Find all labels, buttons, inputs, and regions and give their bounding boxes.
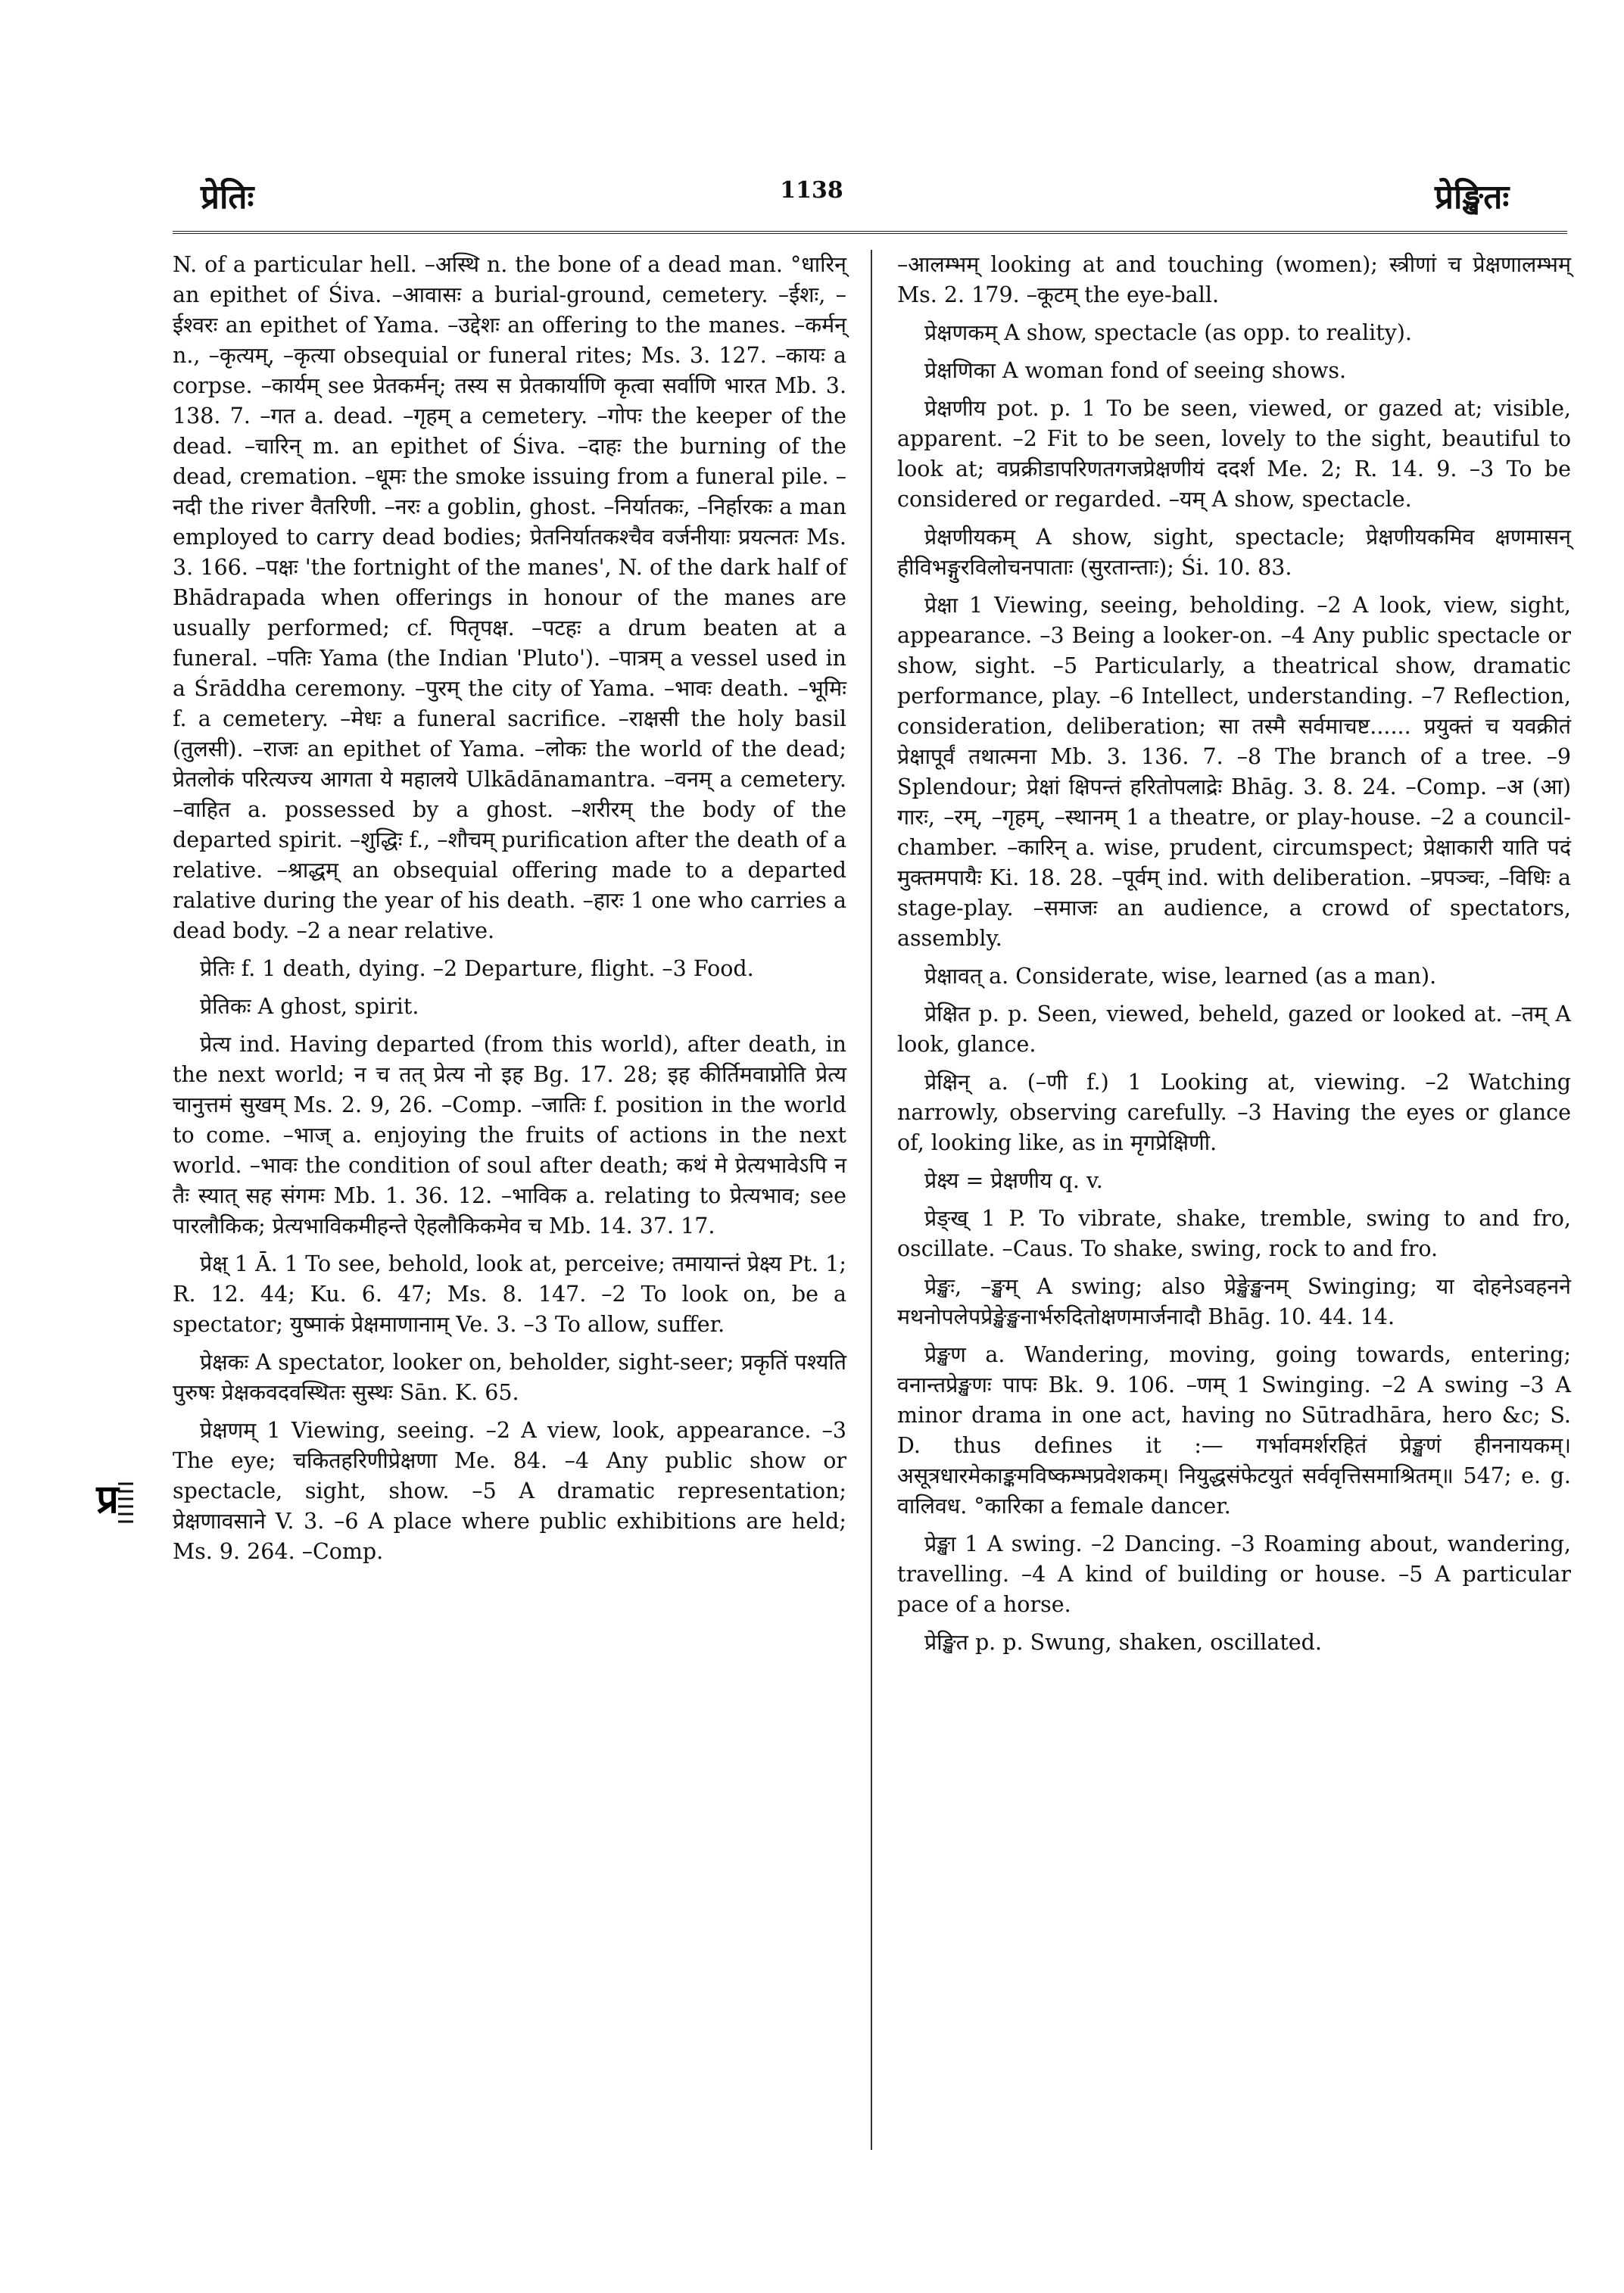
- dictionary-entry: प्रेक्षकः A spectator, looker on, beholder, sight-seer; प्रकृतिं पश्यति पुरुषः प्रेक्षकवदवस्थितः सुस्थः Sān. K. 65.: [173, 1350, 846, 1405]
- dictionary-entry: प्रेक्षणीयकम् A show, sight, spectacle; प्रेक्षणीयकमिव क्षणमासन् हीविभङ्गुरविलोचनपाताः (सुरतान्ताः); Śi. 10. 83.: [897, 525, 1571, 580]
- dictionary-entry: प्रेङ्ख् 1 P. To vibrate, shake, tremble, swing to and fro, oscillate. –Caus. To shake, swing, rock to and fro.: [897, 1206, 1571, 1261]
- dictionary-entry: –आलम्भम् looking at and touching (women); स्त्रीणां च प्रेक्षणालम्भम् Ms. 2. 179. –कूटम् the eye-ball.: [897, 252, 1571, 307]
- dictionary-entry: प्रेक्षणीय pot. p. 1 To be seen, viewed, or gazed at; visible, apparent. –2 Fit to be seen, lovely to the sight, beautiful to look at; वप्रक्रीडापरिणतगजप्रेक्षणीयं ददर्श Me. 2; R. 14. 9. –3 To be considered or regarded. –यम् A show, spectacle.: [897, 396, 1571, 512]
- dictionary-entry: प्रेक्षणम् 1 Viewing, seeing. –2 A view, look, appearance. –3 The eye; चकितहरिणीप्रेक्षणा Me. 84. –4 Any public show or spectacle, sight, show. –5 A dramatic representation; प्रेक्षणावसाने V. 3. –6 A place where public exhibitions are held; Ms. 9. 264. –Comp.: [173, 1418, 846, 1564]
- dictionary-entry: प्रेक्षणिका A woman fond of seeing shows.: [924, 358, 1347, 383]
- left-column: [173, 250, 846, 1575]
- page-number: 1138: [780, 177, 843, 204]
- dictionary-entry: प्रेङ्खः, –ङ्खम् A swing; also प्रेङ्खेङ्खनम् Swinging; या दोहनेऽवहनने मथनोपलेपप्रेङ्खेङ्खनार्भरुदितोक्षणमार्जनादौ Bhāg. 10. 44. 14.: [897, 1274, 1571, 1329]
- dictionary-entry: प्रेतिकः A ghost, spirit.: [200, 994, 419, 1019]
- dictionary-entry: N. of a particular hell. –अस्थि n. the bone of a dead man. °धारिन् an epithet of Śiva. –आवासः a burial-ground, cemetery. –ईशः, –ईश्वरः an epithet of Yama. –उद्देशः an offering to the manes. –कर्मन् n., –कृत्यम्, –कृत्या obsequial or funeral rites; Ms. 3. 127. –कायः a corpse. –कार्यम् see प्रेतकर्मन्; तस्य स प्रेतकार्याणि कृत्वा सर्वाणि भारत Mb. 3. 138. 7. –गत a. dead. –गृहम् a cemetery. –गोपः the keeper of the dead. –चारिन् m. an epithet of Śiva. –दाहः the burning of the dead, cremation. –धूमः the smoke issuing from a funeral pile. –नदी the river वैतरिणी. –नरः a goblin, ghost. –निर्यातकः, –निर्हारकः a man employed to carry dead bodies; प्रेतनिर्यातकश्चैव वर्जनीयाः प्रयत्नतः Ms. 3. 166. –पक्षः 'the fortnight of the manes', N. of the dark half of Bhādrapada when offerings in honour of the manes are usually performed; cf. पितृपक्ष. –पटहः a drum beaten at a funeral. –पतिः Yama (the Indian 'Pluto'). –पात्रम् a vessel used in a Śrāddha ceremony. –पुरम् the city of Yama. –भावः death. –भूमिः f. a cemetery. –मेधः a funeral sacrifice. –राक्षसी the holy basil (तुलसी). –राजः an epithet of Yama. –लोकः the world of the dead; प्रेतलोकं परित्यज्य आगता ये महालये Ulkādānamantra. –वनम् a cemetery. –वाहित a. possessed by a ghost. –शरीरम् the body of the departed spirit. –शुद्धिः f., –शौचम् purification after the death of a relative. –श्राद्धम् an obsequial offering made to a departed ralative during the year of his death. –हारः 1 one who carries a dead body. –2 a near relative.: [173, 252, 846, 943]
- dictionary-entry: प्रेक्षिन् a. (–णी f.) 1 Looking at, viewing. –2 Watching narrowly, observing carefully. –3 Having the eyes or glance of, looking like, as in मृगप्रेक्षिणी.: [897, 1070, 1571, 1155]
- dictionary-entry: प्रेङ्खण a. Wandering, moving, going towards, entering; वनान्तप्रेङ्खणः पापः Bk. 9. 106. –णम् 1 Swinging. –2 A swing –3 A minor drama in one act, having no Sūtradhāra, hero &c; S. D. thus defines it :— गर्भावमर्शरहितं प्रेङ्खणं हीननायकम्। असूत्रधारमेकाङ्कमविष्कम्भप्रवेशकम्। नियुद्धसंफेटयुतं सर्ववृत्तिसमाश्रितम्॥ 547; e. g. वालिवध. °कारिका a female dancer.: [897, 1342, 1571, 1519]
- dictionary-entry: प्रेङ्खित p. p. Swung, shaken, oscillated.: [924, 1630, 1322, 1655]
- dictionary-entry: प्रेत्य ind. Having departed (from this world), after death, in the next world; न च तत् प्रेत्य नो इह Bg. 17. 28; इह कीर्तिमवाप्नोति प्रेत्य चानुत्तमं सुखम् Ms. 2. 9, 26. –Comp. –जातिः f. position in the world to come. –भाज् a. enjoying the fruits of actions in the next world. –भावः the condition of soul after death; कथं मे प्रेत्यभावेऽपि न तैः स्यात् सह संगमः Mb. 1. 36. 12. –भाविक a. relating to प्रेत्यभाव; see पारलौकिक; प्रेत्यभाविकमीहन्ते ऐहलौकिकमेव च Mb. 14. 37. 17.: [173, 1032, 846, 1238]
- left-running-headword: प्रेतिः: [201, 178, 254, 217]
- dictionary-entry: प्रेतिः f. 1 death, dying. –2 Departure, flight. –3 Food.: [200, 956, 754, 981]
- dictionary-entry: प्रेक्षित p. p. Seen, viewed, beheld, gazed or looked at. –तम् A look, glance.: [897, 1002, 1571, 1057]
- page-header: [0, 173, 1624, 226]
- dictionary-entry: प्रेक्षा 1 Viewing, seeing, beholding. –2 A look, view, sight, appearance. –3 Being a looker-on. –4 Any public spectacle or show, sight. –5 Particularly, a theatrical show, dramatic performance, play. –6 Intellect, understanding. –7 Reflection, consideration, deliberation; सा तस्मै सर्वमाचष्ट...... प्रयुक्तं च यवक्रीतं प्रेक्षापूर्वं तथात्मना Mb. 3. 136. 7. –8 The branch of a tree. –9 Splendour; प्रेक्षां क्षिपन्तं हरितोपलाद्रेः Bhāg. 3. 8. 24. –Comp. –अ (आ) गारः, –रम्, –गृहम्, –स्थानम् 1 a theatre, or play-house. –2 a council-chamber. –कारिन् a. wise, prudent, circumspect; प्रेक्षाकारी याति पदं मुक्तमपायैः Ki. 18. 28. –पूर्वम् ind. with deliberation. –प्रपञ्चः, –विधिः a stage-play. –समाजः an audience, a crowd of spectators, assembly.: [897, 593, 1571, 951]
- dictionary-entry: प्रेङ्खा 1 A swing. –2 Dancing. –3 Roaming about, wandering, travelling. –4 A kind of building or house. –5 A particular pace of a horse.: [897, 1531, 1571, 1617]
- right-running-headword: प्रेङ्खितः: [1435, 178, 1510, 217]
- thumb-index-tab: [83, 1453, 136, 1544]
- dictionary-entry: प्रेक्ष्य = प्रेक्षणीय q. v.: [924, 1168, 1103, 1193]
- header-rule: [173, 231, 1567, 234]
- right-column: [897, 250, 1571, 1665]
- dictionary-entry: प्रेक्षणकम् A show, spectacle (as opp. to reality).: [924, 320, 1412, 345]
- dictionary-entry: प्रेक्ष् 1 Ā. 1 To see, behold, look at, perceive; तमायान्तं प्रेक्ष्य Pt. 1; R. 12. 44; Ku. 6. 47; Ms. 8. 147. –2 To look on, be a spectator; युष्माकं प्रेक्षमाणानाम् Ve. 3. –3 To allow, suffer.: [173, 1251, 846, 1337]
- dictionary-entry: प्रेक्षावत् a. Considerate, wise, learned (as a man).: [924, 964, 1437, 989]
- thumb-tab-letter: प्र: [96, 1477, 119, 1522]
- column-divider: [871, 250, 872, 2150]
